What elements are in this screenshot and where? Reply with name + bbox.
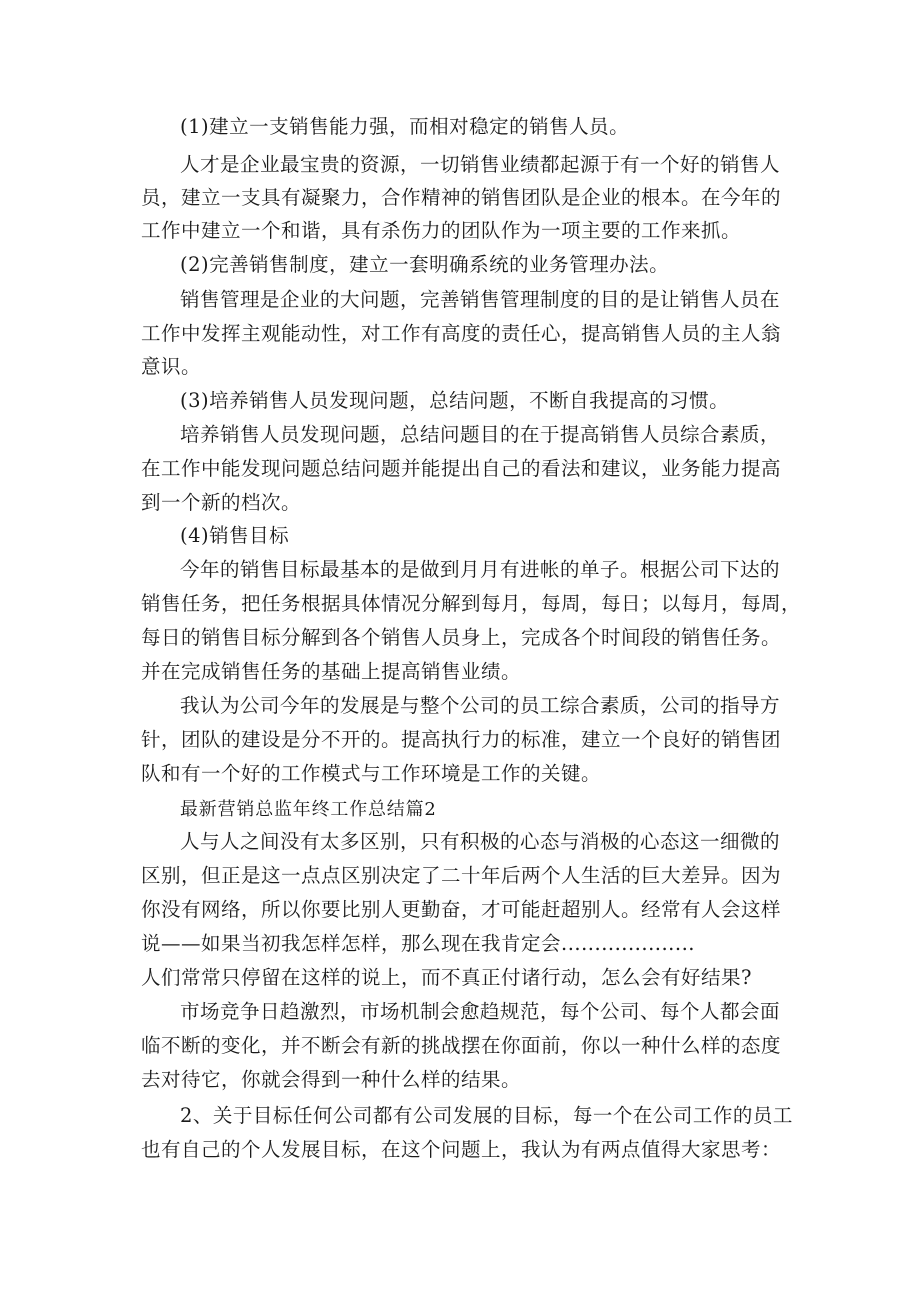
paragraph-line: 人与人之间没有太多区别，只有积极的心态与消极的心态这一细微的 (180, 830, 781, 853)
paragraph-heading-2: (2)完善销售制度，建立一套明确系统的业务管理办法。 (180, 253, 670, 276)
paragraph-line: 市场竞争日趋激烈，市场机制会愈趋规范，每个公司、每个人都会面 (180, 1000, 781, 1023)
paragraph-line: 人们常常只停留在这样的说上，而不真正付诸行动，怎么会有好结果? (141, 966, 752, 989)
paragraph-line: 每日的销售目标分解到各个销售人员身上，完成各个时间段的销售任务。 (141, 626, 782, 649)
paragraph-line: 在工作中能发现问题总结问题并能提出自己的看法和建议，业务能力提高 (141, 457, 782, 480)
paragraph-line: 销售管理是企业的大问题，完善销售管理制度的目的是让销售人员在 (180, 288, 781, 311)
paragraph-line: 也有自己的个人发展目标，在这个问题上，我认为有两点值得大家思考： (141, 1138, 782, 1161)
paragraph-line: 人才是企业最宝贵的资源，一切销售业绩都起源于有一个好的销售人 (180, 153, 781, 176)
paragraph-line: 意识。 (141, 355, 202, 378)
paragraph-heading-1: (1)建立一支销售能力强，而相对稳定的销售人员。 (180, 115, 630, 138)
paragraph-line: 临不断的变化，并不断会有新的挑战摆在你面前，你以一种什么样的态度 (141, 1034, 782, 1057)
paragraph-line: 区别，但正是这一点点区别决定了二十年后两个人生活的巨大差异。因为 (141, 864, 782, 887)
paragraph-line: 队和有一个好的工作模式与工作环境是工作的关键。 (141, 762, 602, 785)
paragraph-line: 去对待它，你就会得到一种什么样的结果。 (141, 1068, 522, 1091)
paragraph-line: 培养销售人员发现问题，总结问题目的在于提高销售人员综合素质， (180, 423, 781, 446)
paragraph-line: 到一个新的档次。 (141, 491, 302, 514)
paragraph-line: 说——如果当初我怎样怎样，那么现在我肯定会.................... (141, 932, 695, 955)
paragraph-line: 我认为公司今年的发展是与整个公司的员工综合素质，公司的指导方 (180, 694, 781, 717)
paragraph-line: 工作中建立一个和谐，具有杀伤力的团队作为一项主要的工作来抓。 (141, 219, 742, 242)
paragraph-line: 你没有网络，所以你要比别人更勤奋，才可能赶超别人。经常有人会这样 (141, 898, 782, 921)
paragraph-heading-4: (4)销售目标 (180, 524, 290, 547)
section-title: 最新营销总监年终工作总结篇2 (180, 799, 437, 820)
paragraph-line: 今年的销售目标最基本的是做到月月有进帐的单子。根据公司下达的 (180, 558, 781, 581)
paragraph-line: 工作中发挥主观能动性，对工作有高度的责任心，提高销售人员的主人翁 (141, 322, 782, 345)
paragraph-line: 针，团队的建设是分不开的。提高执行力的标准，建立一个良好的销售团 (141, 728, 782, 751)
paragraph-line: 2、关于目标任何公司都有公司发展的目标，每一个在公司工作的员工 (180, 1104, 793, 1127)
paragraph-line: 并在完成销售任务的基础上提高销售业绩。 (141, 660, 522, 683)
paragraph-line: 员，建立一支具有凝聚力，合作精神的销售团队是企业的根本。在今年的 (141, 186, 782, 209)
paragraph-heading-3: (3)培养销售人员发现问题，总结问题，不断自我提高的习惯。 (180, 389, 730, 412)
paragraph-line: 销售任务，把任务根据具体情况分解到每月，每周，每日；以每月，每周， (141, 592, 802, 615)
